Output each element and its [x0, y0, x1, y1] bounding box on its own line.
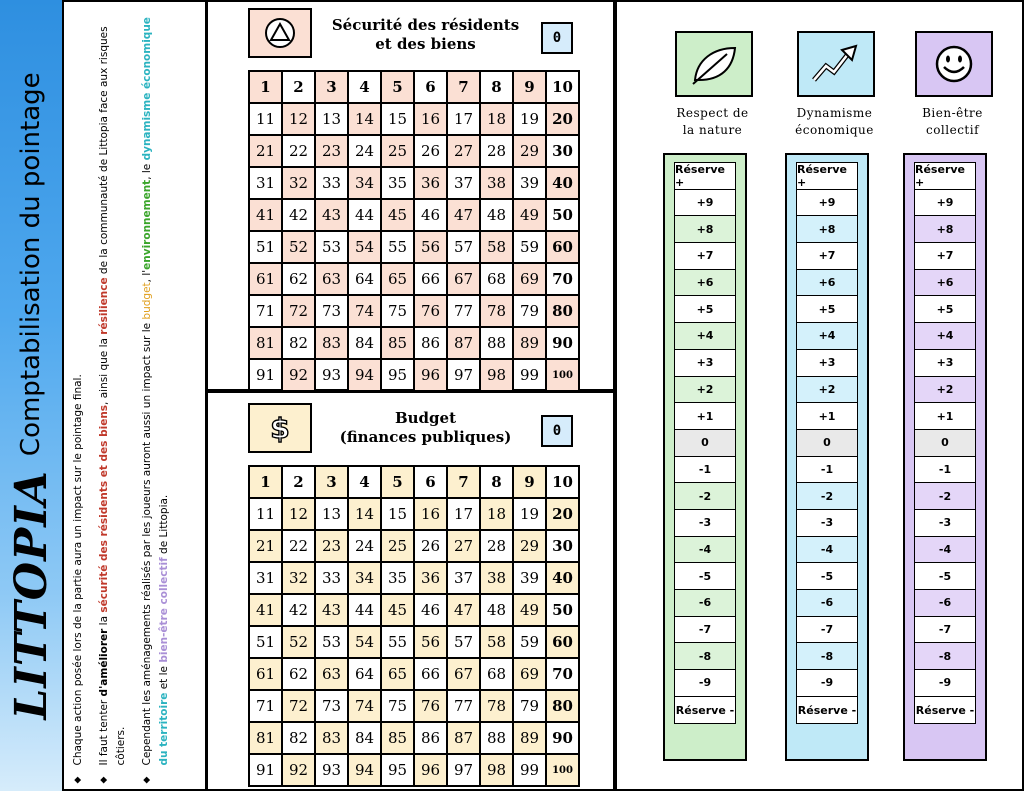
budget-grid-cell[interactable]: 43	[315, 594, 348, 626]
security-grid-cell[interactable]: 51	[249, 231, 282, 263]
budget-grid-cell[interactable]: 79	[513, 690, 546, 722]
security-grid-cell[interactable]: 28	[480, 135, 513, 167]
security-grid-cell[interactable]: 14	[348, 103, 381, 135]
budget-grid-cell[interactable]: 51	[249, 626, 282, 658]
track-wellbeing-cell[interactable]: -2	[915, 483, 975, 510]
budget-grid-cell[interactable]: 91	[249, 754, 282, 786]
security-grid-cell[interactable]: 53	[315, 231, 348, 263]
budget-grid-cell[interactable]: 90	[546, 722, 579, 754]
budget-grid-cell[interactable]: 74	[348, 690, 381, 722]
security-grid-cell[interactable]: 17	[447, 103, 480, 135]
security-grid-cell[interactable]: 57	[447, 231, 480, 263]
security-grid-cell[interactable]: 6	[414, 71, 447, 103]
security-grid-cell[interactable]: 48	[480, 199, 513, 231]
budget-grid-cell[interactable]: 35	[381, 562, 414, 594]
budget-grid-cell[interactable]: 64	[348, 658, 381, 690]
security-grid-cell[interactable]: 92	[282, 359, 315, 391]
security-grid-cell[interactable]: 29	[513, 135, 546, 167]
security-grid-cell[interactable]: 90	[546, 327, 579, 359]
budget-grid-cell[interactable]: 78	[480, 690, 513, 722]
track-economy-cell[interactable]: -4	[797, 537, 857, 564]
track-economy-cell[interactable]: +9	[797, 190, 857, 217]
track-wellbeing-cell[interactable]: -7	[915, 617, 975, 644]
budget-grid-cell[interactable]: 27	[447, 530, 480, 562]
budget-grid-cell[interactable]: 65	[381, 658, 414, 690]
budget-grid-cell[interactable]: 53	[315, 626, 348, 658]
instruction-bullet-3: ◆ Cependant les aménagements réalisés par les joueurs auront aussi un impact sur le budget, l'environnement, le dynamisme économique du territoire et le bien-être collectif de Littopia.	[139, 8, 173, 783]
budget-grid-cell[interactable]: 50	[546, 594, 579, 626]
security-grid-cell[interactable]: 60	[546, 231, 579, 263]
track-nature-cell[interactable]: -8	[675, 643, 735, 670]
track-economy-cell[interactable]: -2	[797, 483, 857, 510]
security-grid-cell[interactable]: 7	[447, 71, 480, 103]
budget-grid-cell[interactable]: 10	[546, 466, 579, 498]
track-wellbeing-cell[interactable]: -4	[915, 537, 975, 564]
track-wellbeing-cell[interactable]: 0	[915, 430, 975, 457]
budget-grid-cell[interactable]: 30	[546, 530, 579, 562]
budget-grid-cell[interactable]: 6	[414, 466, 447, 498]
budget-grid-cell[interactable]: 20	[546, 498, 579, 530]
instruction-bullet-1: ◆ Chaque action posée lors de la partie aura un impact sur le pointage final.	[70, 8, 87, 783]
budget-grid-cell[interactable]: 71	[249, 690, 282, 722]
budget-grid-cell[interactable]: 42	[282, 594, 315, 626]
track-nature-cell[interactable]: +5	[675, 296, 735, 323]
budget-grid-cell[interactable]: 33	[315, 562, 348, 594]
track-economy-cell[interactable]: +8	[797, 216, 857, 243]
security-grid-cell[interactable]: 21	[249, 135, 282, 167]
security-grid-cell[interactable]: 44	[348, 199, 381, 231]
security-grid-cell[interactable]: 62	[282, 263, 315, 295]
security-grid-cell[interactable]: 23	[315, 135, 348, 167]
budget-grid-cell[interactable]: 84	[348, 722, 381, 754]
budget-grid-cell[interactable]: 5	[381, 466, 414, 498]
budget-grid-cell[interactable]: 17	[447, 498, 480, 530]
security-grid-cell[interactable]: 87	[447, 327, 480, 359]
track-nature-cell[interactable]: -9	[675, 670, 735, 697]
budget-grid-cell[interactable]: 62	[282, 658, 315, 690]
security-grid-cell[interactable]: 46	[414, 199, 447, 231]
budget-grid-cell[interactable]: 15	[381, 498, 414, 530]
track-nature-cell[interactable]: +9	[675, 190, 735, 217]
security-grid-cell[interactable]: 66	[414, 263, 447, 295]
track-nature-cell[interactable]: -1	[675, 457, 735, 484]
security-grid-cell[interactable]: 5	[381, 71, 414, 103]
track-nature-cell[interactable]: -7	[675, 617, 735, 644]
budget-grid-cell[interactable]: 67	[447, 658, 480, 690]
budget-grid-cell[interactable]: 81	[249, 722, 282, 754]
track-label-wellbeing: Bien-être collectif	[922, 106, 983, 137]
track-economy-cell[interactable]: 0	[797, 430, 857, 457]
track-label-nature: Respect de la nature	[676, 106, 749, 137]
security-grid-cell[interactable]: 40	[546, 167, 579, 199]
security-grid-cell[interactable]: 50	[546, 199, 579, 231]
budget-grid-cell[interactable]: 13	[315, 498, 348, 530]
track-economy-cell[interactable]: +1	[797, 403, 857, 430]
track-nature-cell[interactable]: +1	[675, 403, 735, 430]
security-grid-cell[interactable]: 86	[414, 327, 447, 359]
security-grid-cell[interactable]: 26	[414, 135, 447, 167]
budget-grid-cell[interactable]: 80	[546, 690, 579, 722]
budget-grid-cell[interactable]: 18	[480, 498, 513, 530]
budget-grid-cell[interactable]: 70	[546, 658, 579, 690]
security-grid-cell[interactable]: 11	[249, 103, 282, 135]
budget-grid-cell[interactable]: 16	[414, 498, 447, 530]
security-grid-cell[interactable]: 10	[546, 71, 579, 103]
security-grid-cell[interactable]: 64	[348, 263, 381, 295]
security-grid-cell[interactable]: 16	[414, 103, 447, 135]
sheet-subtitle: Comptabilisation du pointage	[16, 71, 46, 456]
budget-grid-cell[interactable]: 45	[381, 594, 414, 626]
security-grid-cell[interactable]: 96	[414, 359, 447, 391]
budget-grid-cell[interactable]: 46	[414, 594, 447, 626]
budget-grid-cell[interactable]: 34	[348, 562, 381, 594]
budget-grid-cell[interactable]: 73	[315, 690, 348, 722]
budget-grid-cell[interactable]: 76	[414, 690, 447, 722]
security-grid-cell[interactable]: 34	[348, 167, 381, 199]
track-economy-cell[interactable]: -6	[797, 590, 857, 617]
security-grid-cell[interactable]: 37	[447, 167, 480, 199]
track-nature-cell[interactable]: +4	[675, 323, 735, 350]
track-wellbeing-cell[interactable]: +9	[915, 190, 975, 217]
budget-grid-cell[interactable]: 31	[249, 562, 282, 594]
security-grid-cell[interactable]: 49	[513, 199, 546, 231]
security-grid-cell[interactable]: 54	[348, 231, 381, 263]
security-grid-cell[interactable]: 20	[546, 103, 579, 135]
track-wellbeing-cell[interactable]: Réserve +	[915, 163, 975, 190]
budget-grid-cell[interactable]: 83	[315, 722, 348, 754]
budget-grid-cell[interactable]: 86	[414, 722, 447, 754]
budget-grid-cell[interactable]: 82	[282, 722, 315, 754]
budget-grid-cell[interactable]: 61	[249, 658, 282, 690]
track-nature-cell[interactable]: -6	[675, 590, 735, 617]
security-grid-cell[interactable]: 61	[249, 263, 282, 295]
game-title: LITTOPIA	[5, 469, 57, 720]
security-grid-cell[interactable]: 100	[546, 359, 579, 391]
budget-grid-cell[interactable]: 52	[282, 626, 315, 658]
budget-grid-cell[interactable]: 22	[282, 530, 315, 562]
budget-grid-cell[interactable]: 72	[282, 690, 315, 722]
budget-grid-cell[interactable]: 94	[348, 754, 381, 786]
budget-grid-cell[interactable]: 36	[414, 562, 447, 594]
title-banner	[0, 0, 62, 791]
rising-chart-icon	[797, 31, 875, 97]
security-title: Sécurité des résidents et des biens	[331, 16, 520, 53]
security-grid-cell[interactable]: 31	[249, 167, 282, 199]
budget-grid-cell[interactable]: 99	[513, 754, 546, 786]
security-grid-cell[interactable]: 32	[282, 167, 315, 199]
security-grid-cell[interactable]: 41	[249, 199, 282, 231]
track-wellbeing-cell[interactable]: +7	[915, 243, 975, 270]
track-wellbeing-cell[interactable]: -1	[915, 457, 975, 484]
budget-grid-cell[interactable]: 96	[414, 754, 447, 786]
track-economy	[785, 153, 869, 761]
track-economy-cell[interactable]: -5	[797, 563, 857, 590]
track-wellbeing-cell[interactable]: -3	[915, 510, 975, 537]
budget-grid-cell[interactable]: 41	[249, 594, 282, 626]
security-grid-cell[interactable]: 71	[249, 295, 282, 327]
track-wellbeing-cell[interactable]: +6	[915, 270, 975, 297]
budget-grid-cell[interactable]: 21	[249, 530, 282, 562]
security-grid-cell[interactable]: 12	[282, 103, 315, 135]
security-grid-cell[interactable]: 30	[546, 135, 579, 167]
security-grid-cell[interactable]: 43	[315, 199, 348, 231]
budget-grid-cell[interactable]: 75	[381, 690, 414, 722]
track-wellbeing-cell[interactable]: +8	[915, 216, 975, 243]
security-grid-cell[interactable]: 97	[447, 359, 480, 391]
track-nature-cell[interactable]: Réserve +	[675, 163, 735, 190]
security-grid-cell[interactable]: 2	[282, 71, 315, 103]
track-nature-cell[interactable]: -5	[675, 563, 735, 590]
track-wellbeing-cell[interactable]: +1	[915, 403, 975, 430]
budget-grid-cell[interactable]: 58	[480, 626, 513, 658]
security-grid-cell[interactable]: 95	[381, 359, 414, 391]
smiley-icon	[915, 31, 993, 97]
budget-grid-cell[interactable]: 9	[513, 466, 546, 498]
security-grid-cell[interactable]: 91	[249, 359, 282, 391]
track-wellbeing-cell[interactable]: +3	[915, 350, 975, 377]
security-grid-cell[interactable]: 35	[381, 167, 414, 199]
security-grid-cell[interactable]: 81	[249, 327, 282, 359]
security-grid-cell[interactable]: 38	[480, 167, 513, 199]
track-economy-cell[interactable]: +7	[797, 243, 857, 270]
security-grid-cell[interactable]: 99	[513, 359, 546, 391]
track-economy-cell[interactable]: Réserve -	[797, 703, 857, 717]
budget-grid-cell[interactable]: 19	[513, 498, 546, 530]
track-nature-cell[interactable]: +3	[675, 350, 735, 377]
budget-grid-cell[interactable]: 68	[480, 658, 513, 690]
track-economy-cell[interactable]: +2	[797, 377, 857, 404]
budget-grid-cell[interactable]: 55	[381, 626, 414, 658]
track-wellbeing-cell[interactable]: -8	[915, 643, 975, 670]
budget-grid-cell[interactable]: 98	[480, 754, 513, 786]
security-grid-cell[interactable]: 18	[480, 103, 513, 135]
track-nature-cell[interactable]: -2	[675, 483, 735, 510]
security-grid-cell[interactable]: 27	[447, 135, 480, 167]
security-grid-cell[interactable]: 69	[513, 263, 546, 295]
budget-grid-cell[interactable]: 14	[348, 498, 381, 530]
indicator-tracks-panel	[617, 2, 1022, 789]
track-nature-cell[interactable]: +8	[675, 216, 735, 243]
warning-triangle-icon	[248, 8, 312, 58]
budget-grid-cell[interactable]: 69	[513, 658, 546, 690]
budget-grid-cell[interactable]: 28	[480, 530, 513, 562]
budget-grid-cell[interactable]: 88	[480, 722, 513, 754]
track-economy-cell[interactable]: -3	[797, 510, 857, 537]
security-grid-cell[interactable]: 93	[315, 359, 348, 391]
budget-grid-cell[interactable]: 44	[348, 594, 381, 626]
security-grid-cell[interactable]: 59	[513, 231, 546, 263]
budget-grid-cell[interactable]: 25	[381, 530, 414, 562]
budget-grid-cell[interactable]: 59	[513, 626, 546, 658]
security-grid-cell[interactable]: 78	[480, 295, 513, 327]
security-grid-cell[interactable]: 42	[282, 199, 315, 231]
budget-grid-cell[interactable]: 97	[447, 754, 480, 786]
budget-grid-cell[interactable]: 87	[447, 722, 480, 754]
budget-grid-cell[interactable]: 29	[513, 530, 546, 562]
budget-grid-cell[interactable]: 26	[414, 530, 447, 562]
security-grid-cell[interactable]: 77	[447, 295, 480, 327]
track-nature-cell[interactable]: 0	[675, 430, 735, 457]
security-grid-cell[interactable]: 22	[282, 135, 315, 167]
security-grid-cell[interactable]: 88	[480, 327, 513, 359]
security-grid-cell[interactable]: 45	[381, 199, 414, 231]
track-economy-cell[interactable]: -9	[797, 670, 857, 697]
budget-grid-cell[interactable]: 1	[249, 466, 282, 498]
security-grid-cell[interactable]: 74	[348, 295, 381, 327]
security-grid-cell[interactable]: 9	[513, 71, 546, 103]
track-wellbeing-cell[interactable]: +2	[915, 377, 975, 404]
security-grid-cell[interactable]: 4	[348, 71, 381, 103]
track-wellbeing-cell[interactable]: -5	[915, 563, 975, 590]
security-grid-cell[interactable]: 56	[414, 231, 447, 263]
track-nature-cell[interactable]: +2	[675, 377, 735, 404]
budget-grid-cell[interactable]: 85	[381, 722, 414, 754]
security-grid-cell[interactable]: 19	[513, 103, 546, 135]
security-grid-cell[interactable]: 82	[282, 327, 315, 359]
security-grid-cell[interactable]: 85	[381, 327, 414, 359]
svg-text:$: $	[270, 412, 290, 445]
security-panel	[208, 2, 613, 389]
security-grid-cell[interactable]: 98	[480, 359, 513, 391]
budget-grid-cell[interactable]: 8	[480, 466, 513, 498]
security-grid-cell[interactable]: 13	[315, 103, 348, 135]
budget-grid-cell[interactable]: 95	[381, 754, 414, 786]
track-economy-cell[interactable]: +5	[797, 296, 857, 323]
track-nature-cell[interactable]: -3	[675, 510, 735, 537]
track-nature-cell[interactable]: Réserve -	[675, 703, 735, 717]
security-score[interactable]: 0	[541, 22, 573, 54]
security-grid-cell[interactable]: 24	[348, 135, 381, 167]
budget-grid-cell[interactable]: 66	[414, 658, 447, 690]
track-wellbeing	[903, 153, 987, 761]
budget-grid-cell[interactable]: 54	[348, 626, 381, 658]
budget-grid-cell[interactable]: 92	[282, 754, 315, 786]
budget-grid-cell[interactable]: 100	[546, 754, 579, 786]
track-wellbeing-cell[interactable]: -9	[915, 670, 975, 697]
security-grid-cell[interactable]: 15	[381, 103, 414, 135]
budget-score[interactable]: 0	[541, 415, 573, 447]
security-grid-cell[interactable]: 76	[414, 295, 447, 327]
track-economy-cell[interactable]: +3	[797, 350, 857, 377]
budget-grid	[248, 465, 580, 787]
budget-grid-cell[interactable]: 77	[447, 690, 480, 722]
instructions-panel	[64, 2, 205, 789]
security-grid-cell[interactable]: 73	[315, 295, 348, 327]
security-grid-cell[interactable]: 1	[249, 71, 282, 103]
dollar-icon	[248, 403, 312, 453]
budget-grid-cell[interactable]: 49	[513, 594, 546, 626]
budget-title: Budget (finances publiques)	[339, 409, 512, 446]
budget-grid-cell[interactable]: 38	[480, 562, 513, 594]
budget-grid-cell[interactable]: 40	[546, 562, 579, 594]
security-grid-cell[interactable]: 80	[546, 295, 579, 327]
budget-grid-cell[interactable]: 60	[546, 626, 579, 658]
track-nature-cell[interactable]: +6	[675, 270, 735, 297]
track-nature	[663, 153, 747, 761]
security-grid-cell[interactable]: 36	[414, 167, 447, 199]
track-economy-cell[interactable]: -7	[797, 617, 857, 644]
budget-grid-cell[interactable]: 93	[315, 754, 348, 786]
security-grid-cell[interactable]: 25	[381, 135, 414, 167]
budget-grid-cell[interactable]: 56	[414, 626, 447, 658]
security-grid-cell[interactable]: 39	[513, 167, 546, 199]
security-grid-cell[interactable]: 70	[546, 263, 579, 295]
track-economy-cell[interactable]: -8	[797, 643, 857, 670]
security-grid-cell[interactable]: 67	[447, 263, 480, 295]
instruction-bullet-2: ◆ Il faut tenter d'améliorer la sécurité des résidents et des biens, ainsi que la résilience de la communauté de Littopia face aux risques côtiers.	[96, 8, 130, 783]
budget-grid-cell[interactable]: 63	[315, 658, 348, 690]
security-grid-cell[interactable]: 79	[513, 295, 546, 327]
track-label-economy: Dynamisme économique	[795, 106, 874, 137]
budget-grid-cell[interactable]: 89	[513, 722, 546, 754]
security-grid-cell[interactable]: 84	[348, 327, 381, 359]
security-grid-cell[interactable]: 8	[480, 71, 513, 103]
security-grid-cell[interactable]: 63	[315, 263, 348, 295]
budget-grid-cell[interactable]: 57	[447, 626, 480, 658]
budget-grid-cell[interactable]: 2	[282, 466, 315, 498]
track-wellbeing-cell[interactable]: +5	[915, 296, 975, 323]
security-grid-cell[interactable]: 52	[282, 231, 315, 263]
track-economy-cell[interactable]: +4	[797, 323, 857, 350]
track-nature-cell[interactable]: +7	[675, 243, 735, 270]
security-grid-cell[interactable]: 68	[480, 263, 513, 295]
budget-grid-cell[interactable]: 7	[447, 466, 480, 498]
budget-grid-cell[interactable]: 11	[249, 498, 282, 530]
track-wellbeing-cell[interactable]: Réserve -	[915, 703, 975, 717]
budget-panel	[208, 393, 613, 789]
budget-grid-cell[interactable]: 12	[282, 498, 315, 530]
track-nature-cell[interactable]: -4	[675, 537, 735, 564]
track-wellbeing-cell[interactable]: +4	[915, 323, 975, 350]
budget-grid-cell[interactable]: 4	[348, 466, 381, 498]
track-economy-cell[interactable]: +6	[797, 270, 857, 297]
budget-grid-cell[interactable]: 23	[315, 530, 348, 562]
track-economy-cell[interactable]: -1	[797, 457, 857, 484]
track-economy-cell[interactable]: Réserve +	[797, 163, 857, 190]
security-grid-cell[interactable]: 33	[315, 167, 348, 199]
security-grid-cell[interactable]: 55	[381, 231, 414, 263]
security-grid-cell[interactable]: 72	[282, 295, 315, 327]
security-grid-cell[interactable]: 94	[348, 359, 381, 391]
security-grid	[248, 70, 580, 392]
security-grid-cell[interactable]: 75	[381, 295, 414, 327]
track-wellbeing-cell[interactable]: -6	[915, 590, 975, 617]
leaf-icon	[675, 31, 753, 97]
security-grid-cell[interactable]: 3	[315, 71, 348, 103]
budget-grid-cell[interactable]: 48	[480, 594, 513, 626]
budget-grid-cell[interactable]: 37	[447, 562, 480, 594]
budget-grid-cell[interactable]: 39	[513, 562, 546, 594]
budget-grid-cell[interactable]: 24	[348, 530, 381, 562]
security-grid-cell[interactable]: 83	[315, 327, 348, 359]
security-grid-cell[interactable]: 58	[480, 231, 513, 263]
security-grid-cell[interactable]: 65	[381, 263, 414, 295]
budget-grid-cell[interactable]: 3	[315, 466, 348, 498]
security-grid-cell[interactable]: 47	[447, 199, 480, 231]
security-grid-cell[interactable]: 89	[513, 327, 546, 359]
budget-grid-cell[interactable]: 32	[282, 562, 315, 594]
budget-grid-cell[interactable]: 47	[447, 594, 480, 626]
